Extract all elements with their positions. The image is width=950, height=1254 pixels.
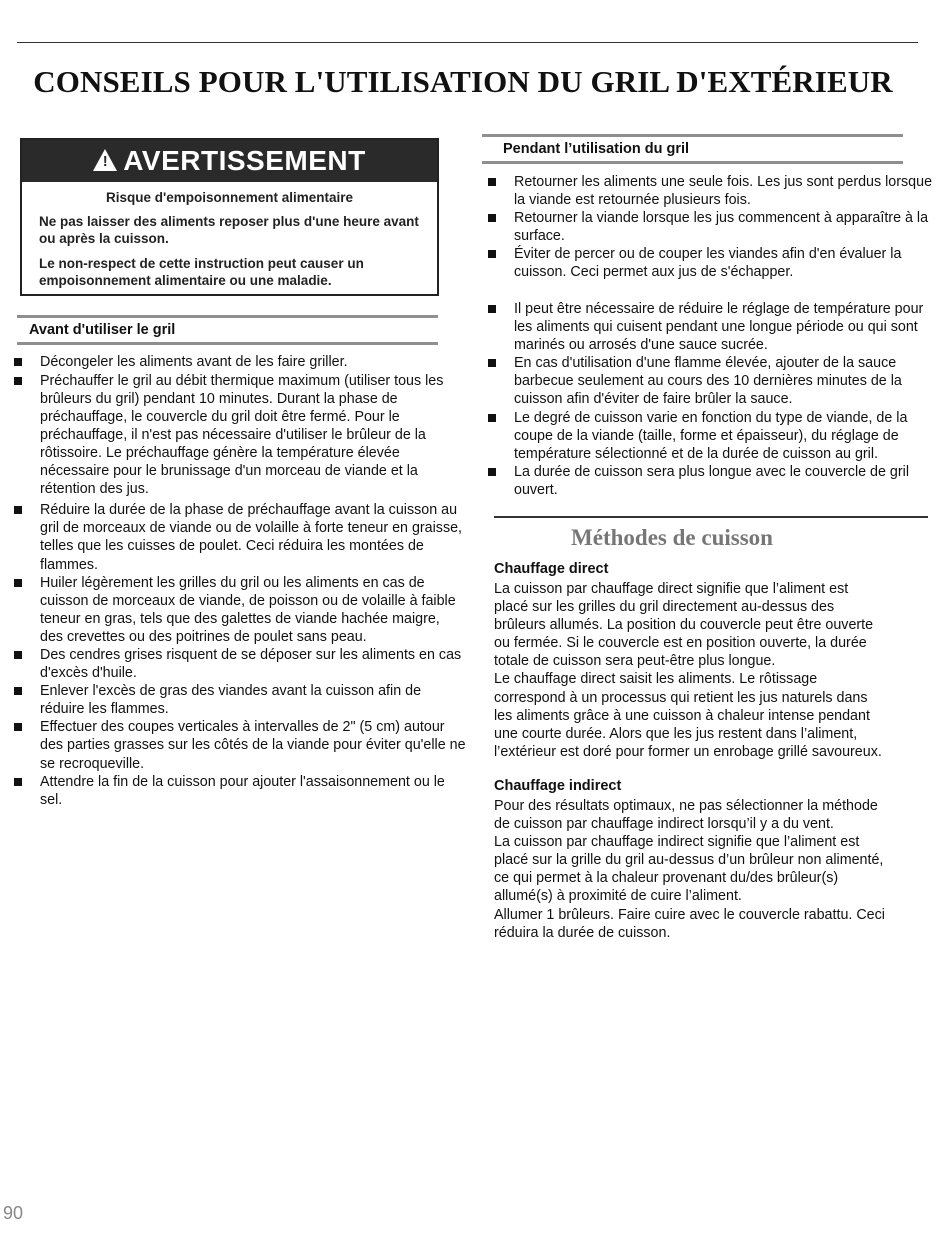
warning-header [22,140,437,182]
direct-heating-text: La cuisson par chauffage direct signifie que l’aliment est placé sur les grilles du gril directement au-dessus des brûleurs allumés. La position du couvercle peut être ouverte ou fermée. Si le couvercle est en position ouverte, la durée totale de cuisson sera peut-être plus longue. Le chauffage direct saisit les aliments. Le rôtissage correspond à un processus qui retient les jus naturels dans les aliments grâce à une cuisson à chaleur intense pendant une courte durée. Alors que les jus restent dans l’aliment, l’extérieur est doré pour former un enrobage grillé savoureux. [494,581,882,760]
list-item: Il peut être nécessaire de réduire le réglage de température pour les aliments qui cuisent pendant une longue période ou qui sont marinés ou arrosés d'une sauce sucrée. [488,300,934,354]
list-item: Décongeler les aliments avant de les faire griller. [14,353,466,371]
section-header-during [482,134,903,164]
indirect-heating-text: Pour des résultats optimaux, ne pas sélectionner la méthode de cuisson par chauffage indirect lorsqu’il y a du vent. La cuisson par chauffage indirect signifie que l’aliment est placé sur la grille du gril au-dessus d’un brûleur non alimenté, ce qui permet à la chaleur provenant du/des brûleur(s) allumé(s) à proximité de cuire l’aliment. Allumer 1 brûleurs. Faire cuire avec le couvercle rabattu. Ceci réduira la durée de cuisson. [494,798,885,941]
list-item: Retourner la viande lorsque les jus commencent à apparaître à la surface. [488,209,934,245]
section-heading: Avant d'utiliser le gril [29,322,176,338]
list-item: Éviter de percer ou de couper les viandes afin d'en évaluer la cuisson. Ceci permet aux jus de s'échapper. [488,245,934,281]
during-list [488,173,934,282]
warning-box [20,138,439,296]
warning-heading: AVERTISSEMENT [123,145,366,176]
list-item: En cas d'utilisation d'une flamme élevée, ajouter de la sauce barbecue seulement au cours des 10 dernières minutes de la cuisson afin d'éviter de faire brûler la sauce. [488,354,934,408]
warning-subtitle: Risque d'empoisonnement alimentaire [105,190,353,205]
page-number: 90 [3,1203,24,1223]
list-item: Effectuer des coupes verticales à intervalles de 2" (5 cm) autour des parties grasses sur les côtés de la viande pour éviter qu'elle ne se recroqueville. [14,718,466,772]
list-item: La durée de cuisson sera plus longue avec le couvercle de gril ouvert. [488,463,934,499]
direct-heating-heading: Chauffage direct [494,561,609,577]
warning-paragraph: Le non-respect de cette instruction peut causer un empoisonnement alimentaire ou une maladie. [39,256,364,288]
before-list [14,353,466,809]
warning-paragraph: Ne pas laisser des aliments reposer plus d'une heure avant ou après la cuisson. [39,214,419,246]
list-item: Retourner les aliments une seule fois. Les jus sont perdus lorsque la viande est retournée plusieurs fois. [488,173,934,209]
warning-triangle-icon: ! [93,149,117,171]
section-header-before [17,315,438,345]
list-item: Préchauffer le gril au débit thermique maximum (utiliser tous les brûleurs du gril) pendant 10 minutes. Durant la phase de préchauffage, le couvercle du gril doit être fermé. Pour le préchauffage, il n'est pas nécessaire d'utiliser le brûleur de la rôtissoire. Le préchauffage génère la température élevée nécessaire pour le brunissage d'un morceau de viande et la rétention des jus. [14,372,466,499]
list-item: Enlever l'excès de gras des viandes avant la cuisson afin de réduire les flammes. [14,682,466,718]
page-title: CONSEILS POUR L'UTILISATION DU GRIL D'EXTÉRIEUR [33,64,893,99]
list-item: Le degré de cuisson varie en fonction du type de viande, de la coupe de la viande (taille, forme et épaisseur), du réglage de température sélectionné et de la durée de cuisson au gril. [488,409,934,463]
list-item: Des cendres grises risquent de se déposer sur les aliments en cas d'excès d'huile. [14,646,466,682]
methods-title: Méthodes de cuisson [571,525,773,550]
during-list-continued [488,300,934,499]
indirect-heating-heading: Chauffage indirect [494,778,622,794]
list-item: Réduire la durée de la phase de préchauffage avant la cuisson au gril de morceaux de viande ou de volaille à forte teneur en graisse, telles que les cuisses de poulet. Ceci réduira les montées de flammes. [14,501,466,573]
section-rule [494,516,928,518]
list-item: Attendre la fin de la cuisson pour ajouter l'assaisonnement ou le sel. [14,773,466,809]
list-item: Huiler légèrement les grilles du gril ou les aliments en cas de cuisson de morceaux de viande, de poisson ou de volaille à faible teneur en gras, tels que des galettes de viande hachée maigre, des crevettes ou des poitrines de poulet sans peau. [14,574,466,646]
top-rule [17,42,918,43]
section-heading: Pendant l’utilisation du gril [503,141,690,157]
